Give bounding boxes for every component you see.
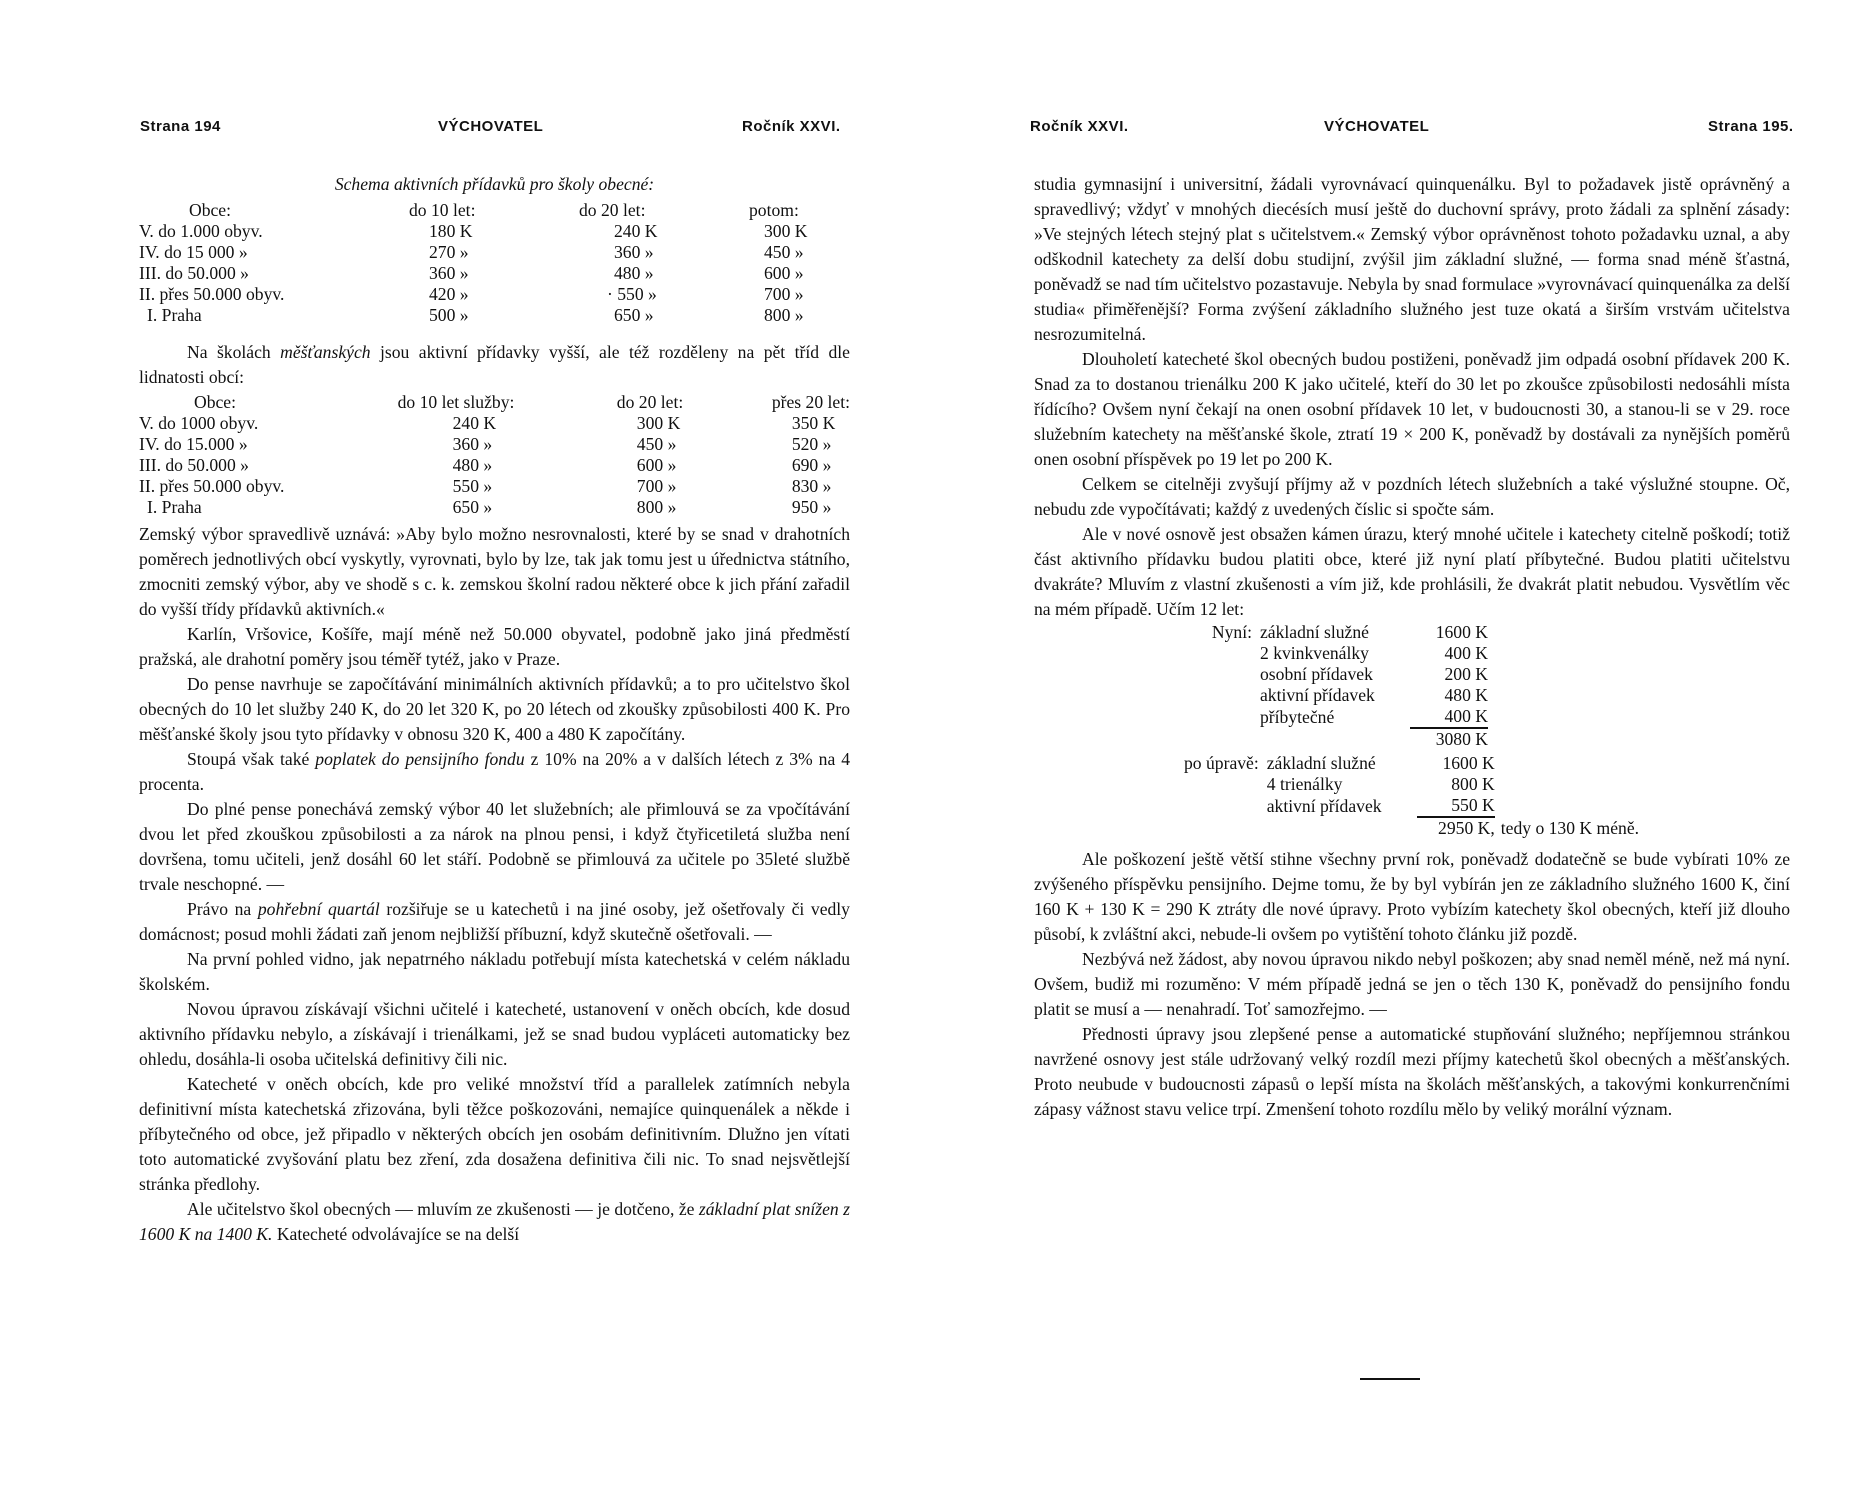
table-cell: V. do 1000 obyv.: [139, 413, 259, 433]
table-cell: 360 »: [614, 242, 654, 262]
table-cell: 690 »: [791, 455, 832, 475]
table-cell: 700 »: [636, 476, 677, 496]
text-run: rozšiřuje se u katechetů i na jiné osoby, jež ošetřovaly či vedly domácnost; posud mohli žádati zaň jenom nejbližší příbuzní, když skutečně ošetřovali. —: [139, 899, 850, 944]
table-cell: 1600 K: [1442, 753, 1495, 773]
paragraph: Na první pohled vidno, jak nepatrného nákladu potřebují místa katechetská v celém nákladu školském.: [139, 949, 850, 994]
paragraph: Přednosti úpravy jsou zlepšené pense a automatické stupňování služného; nepříjemnou stránkou navržené osnovy jest stále udržovaný velký rozdíl mezi příjmy katechetů škol obecných a měšťanských. Proto neubude v budoucnosti zápasů o lepší místa na školách měšťanských, a takovými konkurrenčními zápasy vážnost stavu velice trpí. Zmenšení tohoto rozdílu mělo by veliký morální význam.: [1034, 1024, 1790, 1119]
table-cell: 480 »: [452, 455, 493, 475]
table-cell: základní služné: [1260, 622, 1369, 642]
table-cell: 420 »: [429, 284, 469, 304]
table-cell: 800 »: [636, 497, 677, 517]
table-header-cell: Obce:: [189, 200, 232, 220]
table-cell: II. přes 50.000 obyv.: [139, 284, 285, 304]
table-header-cell: do 20 let:: [616, 392, 684, 412]
paragraph: Ale v nové osnově jest obsažen kámen úrazu, který mnohé učitele i katechety citelně poškodí; totiž část aktivního přídavku budou platiti obce, které již nyní platí příbytečné. Budou platiti učitelstvu dvakráte? Mluvím z vlastní zkušenosti a vím již, kde prohlásili, že dvakrát platit nebudou. Vysvětlím věc na mém případě. Učím 12 let:: [1034, 524, 1790, 619]
table-row: [139, 242, 850, 263]
table-row: [139, 413, 850, 434]
paragraph: Nezbývá než žádost, aby novou úpravou nikdo nebyl poškozen; aby snad neměl méně, než má nyní. Ovšem, budiž mi rozuměno: V mém případě jedná se jen o těch 130 K, poněvadž do pensijního fondu platit se musí a — nenahradí. Toť samozřejmo. —: [1034, 949, 1790, 1019]
salary-calc-now: [1184, 622, 1488, 750]
table-cell: aktivní přídavek: [1266, 795, 1382, 816]
table-cell: 700 »: [764, 284, 804, 304]
table-row: [139, 455, 850, 476]
table-cell: I. Praha: [147, 305, 202, 325]
table-row: [1184, 706, 1488, 728]
table-row: [1184, 728, 1488, 750]
paragraph: Zemský výbor spravedlivě uznává: »Aby bylo možno nesrovnalosti, které by se snad v drahotních poměrech jednotlivých obcí vyskytly, vyrovnati, bylo by lze, tak jak tomu jest u úřednictva státního, zmocniti zemský výbor, aby ve shodě s c. k. zemskou školní radou některé obce k jich přání zařadil do vyšší třídy přídavků aktivních.«: [139, 524, 850, 619]
page-number-right: Strana 195.: [1708, 118, 1794, 135]
schema-title-block: [139, 172, 850, 197]
right-page: [934, 0, 1868, 1500]
table-cell: II. přes 50.000 obyv.: [139, 476, 285, 496]
calc-label: po úpravě:: [1184, 753, 1259, 773]
allowance-table-mestanske: [139, 392, 850, 518]
paragraph: Do plné pense ponechává zemský výbor 40 let služebních; ale přimlouvá se za vpočítávání dvou let před zkouškou způsobilosti a za nárok na plnou pensi, i když čtyřicetiletá služba není dovršena, tomu učiteli, jenž dosáhl 60 let stáří. Podobně se přimlouvá za učitele po 35leté službě trvale neschopné. —: [139, 799, 850, 894]
table-cell: 830 »: [791, 476, 832, 496]
emphasis: poplatek do pensijního fondu: [315, 749, 525, 769]
text-run: Právo na: [187, 899, 252, 919]
table-cell: osobní přídavek: [1260, 664, 1373, 684]
table-row: [139, 497, 850, 518]
text-run: jsou aktivní přídavky vyšší, ale též rozděleny na pět tříd dle lidnatosti obcí:: [139, 342, 850, 387]
table-cell: 300 K: [764, 221, 808, 241]
table-row: [1184, 664, 1488, 685]
calc-total: 2950 K,: [1417, 817, 1495, 839]
table-row: [139, 305, 850, 326]
table-row: [1184, 622, 1488, 643]
table-cell: 800 K: [1451, 774, 1495, 794]
table-cell: III. do 50.000 »: [139, 455, 249, 475]
text-run: z 10% na 20% a v dalších létech z 3% na 4 procenta.: [139, 749, 850, 794]
table-cell: 240 K: [452, 413, 497, 433]
table-cell: 500 »: [429, 305, 469, 325]
table-cell: 520 »: [791, 434, 832, 454]
emphasis: měšťanských: [280, 342, 371, 362]
table-header-cell: do 10 let služby:: [397, 392, 515, 412]
table-row: [1184, 753, 1639, 774]
volume-left: Ročník XXVI.: [742, 118, 841, 135]
table-cell: 600 »: [636, 455, 677, 475]
table-row: [139, 263, 850, 284]
table-cell: 480 K: [1444, 685, 1488, 705]
table-cell: 550 »: [452, 476, 493, 496]
table-cell: 800 »: [764, 305, 804, 325]
table-cell: 480 »: [614, 263, 654, 283]
allowance-table-obecne: [139, 200, 850, 326]
table-header-cell: Obce:: [194, 392, 237, 412]
table-cell: 400 K: [1444, 643, 1488, 663]
paragraph: [139, 897, 850, 947]
table-cell: 650 »: [452, 497, 493, 517]
text-run: Ale učitelstvo škol obecných — mluvím ze zkušenosti — je dotčeno, že: [187, 1199, 695, 1219]
table-cell: 270 »: [429, 242, 469, 262]
text-run: Na školách: [187, 342, 271, 362]
table-cell: 600 »: [764, 263, 804, 283]
table-cell: základní služné: [1266, 753, 1376, 773]
paragraph: Novou úpravou získávají všichni učitelé i katecheté, ustanovení v oněch obcích, kde dosud aktivního přídavku nebylo, a získávají i trienálkami, jež se snad budou vypláceti automaticky bez ohledu, dosáhla-li osoba učitelská definitivy čili nic.: [139, 999, 850, 1069]
table-row: [139, 284, 850, 305]
table-row: [1184, 685, 1488, 706]
running-title-left: VÝCHOVATEL: [438, 118, 544, 135]
table-row: [139, 221, 850, 242]
paragraph: Dlouholetí katecheté škol obecných budou postiženi, poněvadž jim odpadá osobní přídavek 200 K. Snad za to dostanou trienálku 200 K jako učitelé, kteří do 30 let po zkoušce způsobilosti nedosáhli místa řídícího? Ovšem nyní čekají na onen osobní přídavek 10 let, v budoucnosti 30, a stanou-li se v 29. roce služebním katechety na měšťanské škole, ztratí 19 × 200 K, poněvadž by dostávali za nynějších poměrů onen osobní příspěvek po 19 let po 200 K.: [1034, 349, 1790, 469]
table-cell: 360 »: [452, 434, 493, 454]
table-row: [1184, 774, 1639, 795]
paragraph: Karlín, Vršovice, Košíře, mají méně než 50.000 obyvatel, podobně jako jiná předměstí pražská, ale drahotní poměry jsou téměř tytéž, jako v Praze.: [139, 624, 850, 669]
schema-title: Schema aktivních přídavků pro školy obecné:: [334, 174, 655, 194]
paragraph: Katecheté v oněch obcích, kde pro veliké množství tříd a parallelek zatímních nebyla definitivní místa katechetská zřizována, byli těžce poškozováni, nemajíce quinquenálek a někde i příbytečného od obce, jež připadlo v některých obcích jen osobám definitivním. Dlužno jen vítati toto automatické zvyšování platu bez zření, zda dosažena definitiva čili nic. To snad nejsvětlejší stránka předlohy.: [139, 1074, 850, 1194]
table-row: [1184, 643, 1488, 664]
paragraph: studia gymnasijní i universitní, žádali vyrovnávací quinquenálku. Byl to požadavek jistě oprávněný a spravedlivý; vždyť v mnohých diecésích musí ještě do duchovní správy, proto žádali za splnění zásady: »Ve stejných létech stejný plat s učitelstvem.« Zemský výbor oprávněnost tohoto požadavku uznal, a aby odškodnil katechety za delší dobu studijní, zvýšil jim základní služné, — forma snad méně šťastná, poněvadž se nad tím učitelstvo pozastavuje. Nebyla by snad formulace »vyrovnávací quinquenálka za delší studia« přiměřenější? Forma zvýšení základního služného jest tuze okatá a širším vrstvám učitelstva nesrozumitelná.: [1034, 174, 1790, 344]
table-row: [139, 476, 850, 497]
table-cell: 2 kvinkvenálky: [1260, 643, 1369, 663]
running-title-right: VÝCHOVATEL: [1324, 118, 1430, 135]
emphasis: pohřební quartál: [257, 899, 380, 919]
left-body-text: [139, 522, 850, 1247]
paragraph: [139, 1197, 850, 1247]
table-header-cell: přes 20 let:: [771, 392, 850, 412]
text-run: Katecheté odvolávajíce se na delší: [276, 1224, 520, 1244]
table-row: [139, 434, 850, 455]
table-header: [139, 200, 850, 221]
table-cell: aktivní přídavek: [1260, 685, 1375, 705]
table-cell: 4 trienálky: [1266, 774, 1343, 794]
table-header-cell: do 20 let:: [579, 200, 646, 220]
table-cell: 450 »: [764, 242, 804, 262]
calc-label: Nyní:: [1211, 622, 1252, 642]
table-cell: · 550 »: [607, 284, 657, 304]
end-rule: [1360, 1378, 1420, 1380]
volume-right: Ročník XXVI.: [1030, 118, 1129, 135]
emphasis: základní plat snížen z 1600 K na 1400 K.: [139, 1199, 850, 1244]
salary-calc-after: [1184, 753, 1639, 839]
right-body-text: [1034, 172, 1790, 1122]
table-cell: V. do 1.000 obyv.: [139, 221, 263, 241]
table-cell: III. do 50.000 »: [139, 263, 249, 283]
table-cell: 180 K: [429, 221, 473, 241]
table-cell: 360 »: [429, 263, 469, 283]
table-row: [1184, 817, 1639, 839]
table-header: [139, 392, 850, 413]
table-cell: 1600 K: [1435, 622, 1488, 642]
table-cell: 300 K: [636, 413, 681, 433]
table-row: [1184, 795, 1639, 817]
table-cell: 400 K: [1444, 706, 1488, 726]
paragraph: Do pense navrhuje se započítávání minimálních aktivních přídavků; a to pro učitelstvo škol obecných do 10 let služby 240 K, do 20 let 320 K, po 20 létech od zkoušky způsobilosti 400 K. Pro měšťanské školy jsou tyto přídavky v obnosu 320 K, 400 a 480 K započítány.: [139, 674, 850, 744]
table-cell: 450 »: [636, 434, 677, 454]
calc-note: tedy o 130 K méně.: [1500, 817, 1640, 838]
text-run: Stoupá však také: [187, 749, 310, 769]
mestanske-intro: [139, 340, 850, 390]
table-cell: 350 K: [791, 413, 836, 433]
table-cell: I. Praha: [147, 497, 202, 517]
table-cell: 550 K: [1451, 795, 1495, 815]
table-header-cell: do 10 let:: [409, 200, 476, 220]
table-cell: 240 K: [614, 221, 658, 241]
paragraph: Celkem se citelněji zvyšují příjmy až v pozdních létech služebních a také výslužné stoupne. Oč, nebudu zde vypočítávati; každý z uvedených číslic si spočte sám.: [1034, 474, 1790, 519]
table-cell: IV. do 15.000 »: [139, 434, 248, 454]
paragraph: [139, 747, 850, 797]
table-cell: 650 »: [614, 305, 654, 325]
table-cell: 200 K: [1444, 664, 1488, 684]
paragraph: Ale poškození ještě větší stihne všechny první rok, poněvadž dodatečně se bude vybírati 10% ze zvýšeného příspěvku pensijního. Dejme tomu, že by byl vybírán jen ze základního služného 1600 K, činí 160 K + 130 K = 290 K ztráty dle nové úpravy. Proto vybízím katechety škol obecných, kteří již dlouho působí, k zvláštní akci, nebude-li ovšem po vytištění tohoto článku již pozdě.: [1034, 849, 1790, 944]
table-header-cell: potom:: [749, 200, 799, 220]
table-cell: IV. do 15 000 »: [139, 242, 248, 262]
table-cell: 950 »: [791, 497, 832, 517]
calc-total: 3080 K: [1410, 728, 1488, 750]
page-number-left: Strana 194: [140, 118, 221, 135]
table-cell: příbytečné: [1260, 706, 1335, 727]
